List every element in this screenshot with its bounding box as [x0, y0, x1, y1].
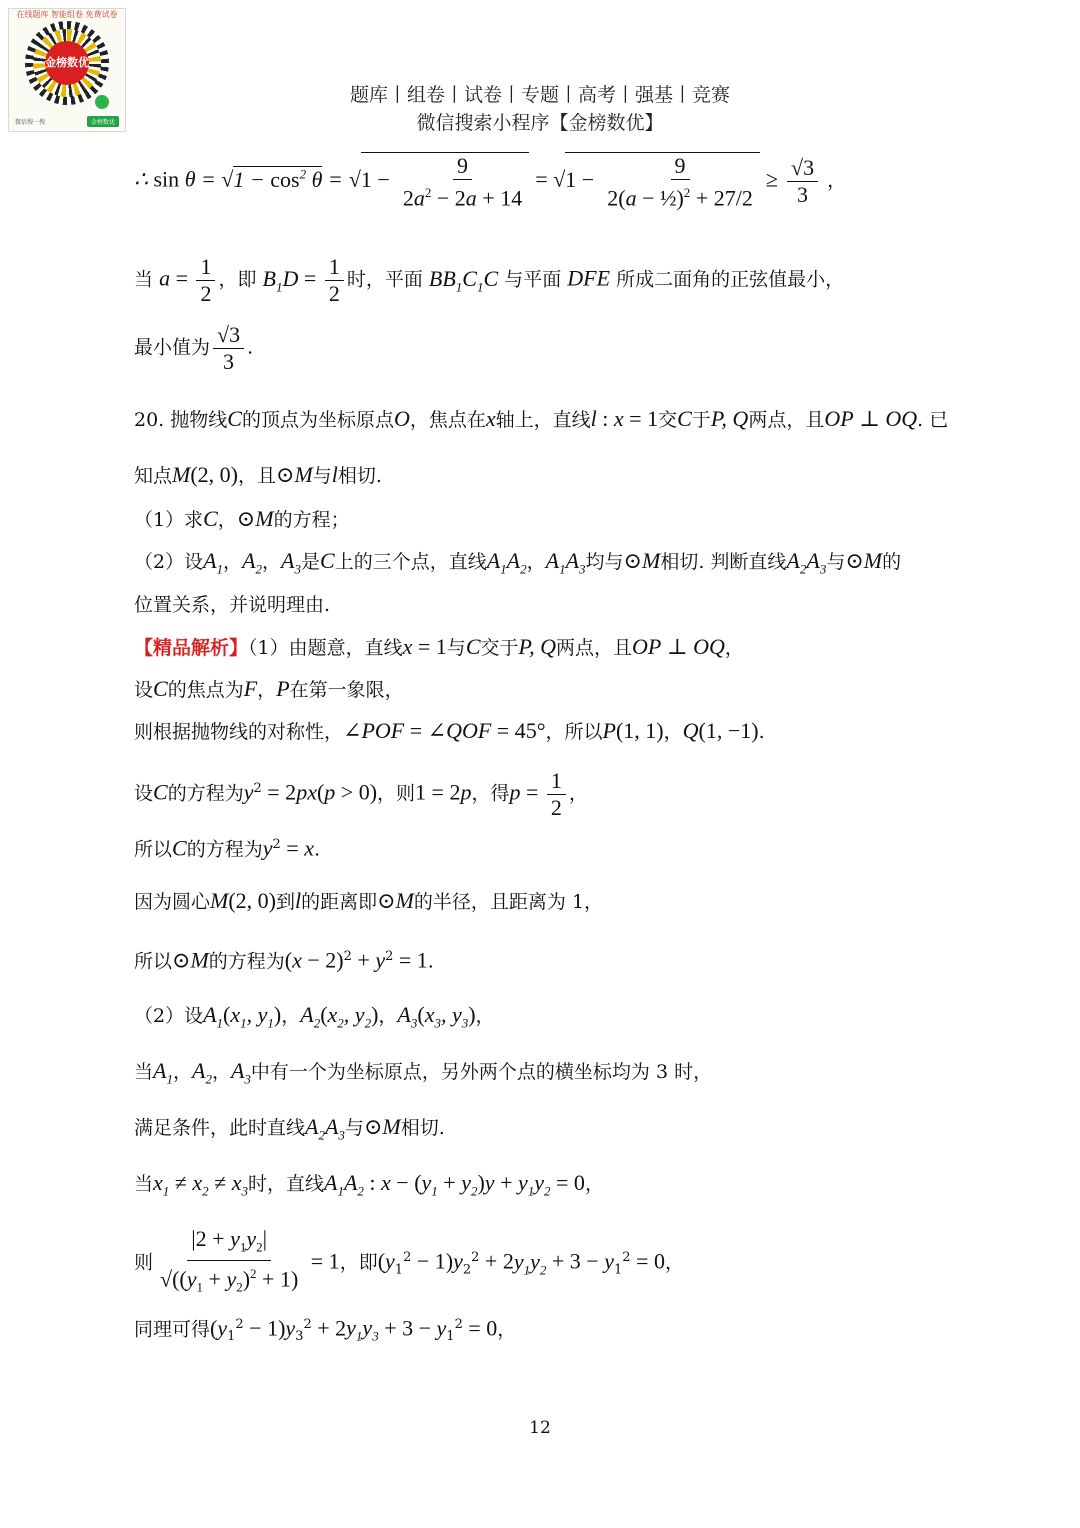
solution-line-9: 当$A_1$，$A_2$，$A_3$中有一个为坐标原点，另外两个点的横坐标均为 3 时， — [134, 1058, 713, 1087]
q2-a: （2）设 — [134, 551, 204, 573]
text-min: 最小值为 — [134, 336, 211, 359]
min-value-line: 最小值为 $\frac{√3}{3}$ . — [134, 322, 254, 374]
solution-line-8: （2）设$A_1(x_1$, $y_1$)，$A_2(x_2$, $y_2$)，$A_3(x_3$, $y_3$)， — [134, 1002, 495, 1031]
s12-a: 则 — [134, 1251, 154, 1274]
s6-a: 因为圆心 — [134, 891, 211, 913]
q20-g: 两点，且 — [748, 409, 825, 431]
q20-f: 于 — [691, 409, 711, 431]
radicand-2: 1 − $\frac{9}{2(a - \frac{1}{2})^2 + 27/2}$ — [565, 152, 760, 211]
page-number: 12 — [529, 1418, 551, 1438]
s4-c: ，则 — [377, 782, 416, 805]
solution-line-1: 【精品解析】（1）由题意，直线x = 1与C交于P, Q两点，且OP ⊥ OQ， — [134, 634, 744, 659]
s2-d: 在第一象限， — [289, 679, 404, 701]
header-line-2: 微信搜索小程序【金榜数优】 — [416, 112, 664, 134]
text-ji: ，即 — [218, 268, 257, 291]
sqrt-1-cos: $√1 - \cos^2 \theta$ = — [221, 166, 343, 192]
solution-line-11: 当$x_1 \ne x_2 \ne x_3$时，直线$A_1A_2$ : $x - (y_1 + y_2)y + y_1y_2 = 0$， — [134, 1170, 604, 1199]
q20-d: 轴上，直线 — [495, 409, 591, 431]
s9-b: 中有一个为坐标原点，另外两个点的横坐标均为 3 时， — [250, 1061, 713, 1083]
q2-b: 是 — [300, 551, 320, 573]
solution-line-10: 满足条件，此时直线$A_2A_3$与⊙M相切. — [134, 1114, 445, 1143]
q20-line-2: 知点M(2, 0)，且⊙M与l相切. — [134, 462, 382, 487]
q2-e: 相切. 判断直线 — [660, 551, 787, 573]
solution-line-13: 同理可得$(y_1^2 - 1)y_3^2 + 2y_1y_3 + 3 - y_1^2 = 0$， — [134, 1315, 517, 1345]
q1-b: ， — [217, 509, 237, 531]
sol1-d: 两点，且 — [556, 637, 633, 659]
q2-c: 上的三个点，直线 — [334, 551, 487, 573]
sqrt-frac-1: √ — [348, 166, 361, 192]
q2-f: 与 — [826, 551, 846, 573]
s10-b: 与 — [344, 1117, 364, 1139]
sin-equation-line: ∴ $\sin \theta = √1 - \cos^2 \theta = √1$ − $\frac{9}{2a^2 - 2a + 14}$ = √1 − $\frac{9}{2(a - \frac{1}{2})^2 + 27/2}$ ≥ $\frac{√3}{3}$ ， — [134, 153, 847, 211]
q20-e: 交 — [658, 409, 678, 431]
s11-b: 时，直线 — [247, 1173, 324, 1195]
text-when: 当 — [134, 268, 154, 291]
s11-a: 当 — [134, 1173, 154, 1195]
solution-line-3: 则根据抛物线的对称性，∠POF = ∠QOF = 45°，所以P(1, 1)，Q(1, −1). — [134, 718, 765, 743]
s2-b: 的焦点为 — [167, 679, 244, 701]
q20-h: . 已 — [917, 409, 949, 431]
s4-d: ，得 — [471, 782, 510, 805]
q20-a: 20. 抛物线 — [134, 409, 228, 431]
q20-2b: ，且 — [238, 465, 277, 487]
text-pingmian: 时，平面 — [346, 268, 423, 291]
s6-d: 的半径，且距离为 1， — [413, 891, 604, 913]
q20-2c: 与 — [312, 465, 332, 487]
logo-bottom-right: 金榜数优 — [87, 116, 119, 127]
q1-a: （1）求 — [134, 509, 204, 531]
s12-b: ，即 — [339, 1251, 378, 1274]
s3-a: 则根据抛物线的对称性， — [134, 721, 344, 743]
q2-g: 的 — [882, 551, 902, 573]
q20-part1: （1）求C，⊙M的方程； — [134, 506, 350, 531]
q20-2a: 知点 — [134, 465, 173, 487]
q20-part2-line2: 位置关系，并说明理由. — [134, 594, 331, 616]
solution-line-2: 设C的焦点为F，P在第一象限， — [134, 676, 404, 701]
s6-b: 到 — [276, 891, 296, 913]
q20-c: ，焦点在 — [409, 409, 486, 431]
solution-line-4: 设C的方程为$y^2 = 2px(p > 0)$，则1 = 2p，得p = $\frac{1}{2}$ ， — [134, 768, 588, 820]
s9-a: 当 — [134, 1061, 154, 1083]
logo-bottom-left: 微信搜一搜 — [15, 118, 46, 126]
q2-d: 均与 — [585, 551, 624, 573]
radicand-1: 1 − $\frac{9}{2a^2 - 2a + 14}$ — [361, 152, 529, 211]
s10-a: 满足条件，此时直线 — [134, 1117, 306, 1139]
s7-a: 所以 — [134, 950, 173, 973]
sol1-c: 交于 — [480, 637, 519, 659]
s10-c: 相切. — [400, 1117, 445, 1139]
s2-a: 设 — [134, 679, 154, 701]
q20-b: 的顶点为坐标原点 — [241, 409, 394, 431]
q20-2d: 相切. — [337, 465, 382, 487]
q1-c: 的方程； — [273, 509, 350, 531]
solution-line-7: 所以⊙M的方程为$(x - 2)^2 + y^2 = 1$. — [134, 947, 434, 973]
sin-prefix: ∴ sin θ = — [134, 166, 222, 192]
s2-c: ， — [257, 679, 277, 701]
text-yu-pingmian: 与平面 — [504, 268, 562, 291]
logo-center-text: 金榜数优 — [45, 41, 89, 85]
solution-line-6: 因为圆心M(2, 0)到l的距离即⊙M的半径，且距离为 1， — [134, 888, 604, 913]
s5-a: 所以 — [134, 838, 173, 861]
solution-line-5: 所以C的方程为$y^2 = x$. — [134, 835, 320, 861]
s13-a: 同理可得 — [134, 1318, 211, 1341]
s8-a: （2）设 — [134, 1005, 204, 1027]
header-line-1: 题库丨组卷丨试卷丨专题丨高考丨强基丨竞赛 — [349, 84, 730, 106]
when-a-line: 当 a = $\frac{1}{2}$ ，即 $B_1D$ = $\frac{1}{2}$ 时，平面 $BB_1C_1C$ 与平面 DFE 所成二面角的正弦值最小， — [134, 254, 845, 306]
s3-b: ，所以 — [545, 721, 603, 743]
text-min-sine: 所成二面角的正弦值最小， — [616, 268, 845, 291]
s5-b: 的方程为 — [186, 838, 263, 861]
q20-part2-line1: （2）设$A_1$，$A_2$，$A_3$是C上的三个点，直线$A_1A_2$，$A_1A_3$均与⊙M相切. 判断直线$A_2A_3$与⊙M的 — [134, 548, 902, 577]
solution-tag: 【精品解析】 — [134, 637, 249, 659]
q20-line-1: 20. 抛物线C的顶点为坐标原点O，焦点在x轴上，直线l : x = 1交C于P, Q两点，且OP ⊥ OQ. 已 — [134, 406, 949, 431]
sol1-b: 与 — [446, 637, 466, 659]
s6-c: 的距离即 — [301, 891, 378, 913]
solution-line-12: 则 $\frac{|2 + y_1y_2|}{√((y_1 + y_2)^2 + 1)}$ = 1，即$(y_1^2 - 1)y_2^2 + 2y_1y_2 + 3 - y_1^2 = 0$， — [134, 1226, 684, 1296]
s4-a: 设 — [134, 782, 154, 805]
sol1-a: （1）由题意，直线 — [248, 637, 403, 659]
s7-b: 的方程为 — [208, 950, 285, 973]
logo-top-text: 在线题库 智能组卷 免费试卷 — [16, 10, 118, 19]
s4-b: 的方程为 — [167, 782, 244, 805]
